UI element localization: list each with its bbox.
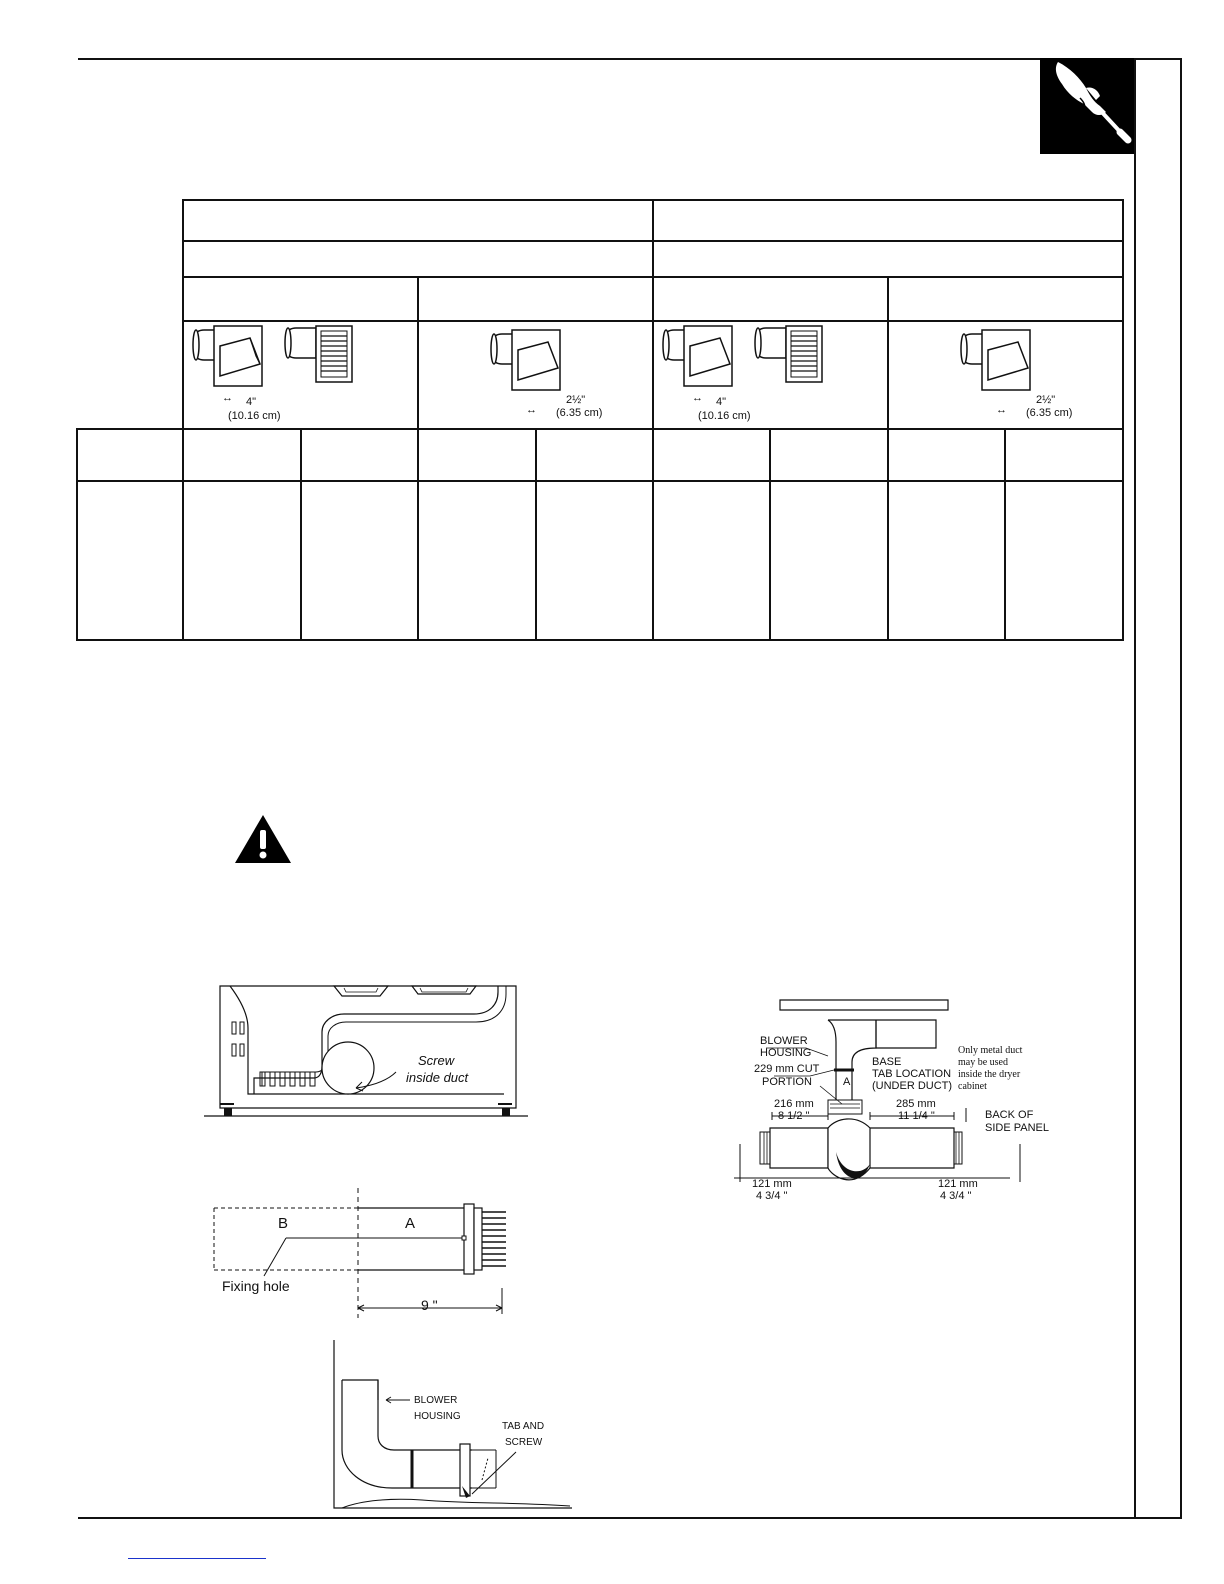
hand-screwdriver-icon bbox=[1040, 58, 1134, 154]
metal-duct-note: inside the dryer bbox=[958, 1069, 1021, 1080]
screw-label: inside duct bbox=[406, 1070, 469, 1085]
hood-size-cm: (6.35 cm) bbox=[1026, 407, 1073, 419]
louvered-hood-icon bbox=[190, 324, 270, 388]
right-margin-rule-outer bbox=[1180, 58, 1182, 1518]
table-rule bbox=[769, 428, 771, 641]
cut-portion-label: 229 mm CUT bbox=[754, 1063, 820, 1075]
table-rule bbox=[1004, 428, 1006, 641]
dim-216-mm: 216 mm bbox=[774, 1098, 814, 1110]
base-tab-label: TAB LOCATION bbox=[872, 1068, 952, 1080]
table-rule bbox=[76, 639, 1124, 641]
dimension-arrow: ↔ bbox=[222, 392, 233, 404]
louvered-hood-icon bbox=[660, 324, 740, 388]
table-rule bbox=[76, 428, 1124, 430]
grille-hood-icon bbox=[752, 324, 832, 388]
base-tab-label: BASE bbox=[872, 1056, 902, 1068]
cut-portion-label: PORTION bbox=[762, 1076, 812, 1088]
table-rule bbox=[652, 199, 654, 641]
dim-285-in: 11 1/4 " bbox=[898, 1110, 935, 1122]
duct-cut-diagram bbox=[210, 1188, 520, 1318]
duct-section-b: B bbox=[278, 1215, 289, 1232]
hood-size-cm: (6.35 cm) bbox=[556, 407, 603, 419]
dim-121-left-in: 4 3/4 " bbox=[756, 1190, 788, 1202]
duct-section-a: A bbox=[405, 1215, 416, 1232]
table-rule bbox=[76, 428, 78, 641]
table-rule bbox=[182, 199, 184, 641]
bottom-rule bbox=[78, 1517, 1182, 1519]
hood-size-inch: 4" bbox=[246, 396, 257, 408]
side-blower-label: HOUSING bbox=[760, 1047, 812, 1059]
cut-dimension-label: 9 " bbox=[421, 1297, 438, 1313]
hood-size-cm: (10.16 cm) bbox=[698, 410, 751, 422]
dimension-arrow: ↔ bbox=[692, 392, 703, 404]
dimension-arrow: ↔ bbox=[996, 404, 1007, 416]
dim-121-right-mm: 121 mm bbox=[938, 1178, 978, 1190]
warning-icon bbox=[233, 813, 293, 865]
duct-section-a: A bbox=[843, 1076, 851, 1088]
louvered-hood-icon bbox=[488, 328, 568, 392]
back-side-panel-label: SIDE PANEL bbox=[985, 1122, 1049, 1134]
side-blower-label: BLOWER bbox=[760, 1035, 808, 1047]
metal-duct-note: Only metal duct bbox=[958, 1045, 1023, 1056]
top-rule bbox=[78, 58, 1182, 60]
dryer-base-diagram bbox=[204, 982, 524, 1122]
installation-badge bbox=[1040, 58, 1134, 154]
table-rule bbox=[417, 276, 419, 641]
dim-285-mm: 285 mm bbox=[896, 1098, 936, 1110]
blower-housing-label: HOUSING bbox=[414, 1411, 461, 1422]
hood-size-inch: 2½" bbox=[1036, 394, 1056, 406]
dim-121-right-in: 4 3/4 " bbox=[940, 1190, 972, 1202]
base-tab-label: (UNDER DUCT) bbox=[872, 1080, 953, 1092]
table-rule bbox=[535, 428, 537, 641]
back-side-panel-label: BACK OF bbox=[985, 1109, 1034, 1121]
dim-121-left-mm: 121 mm bbox=[752, 1178, 792, 1190]
tab-and-screw-label: TAB AND bbox=[502, 1421, 545, 1432]
side-vent-diagram bbox=[730, 996, 1030, 1196]
hood-size-inch: 4" bbox=[716, 396, 727, 408]
tab-and-screw-label: SCREW bbox=[505, 1437, 543, 1448]
hood-size-cm: (10.16 cm) bbox=[228, 410, 281, 422]
table-rule bbox=[300, 428, 302, 641]
table-rule bbox=[76, 480, 1124, 482]
metal-duct-note: cabinet bbox=[958, 1081, 987, 1092]
table-rule bbox=[887, 276, 889, 641]
fixing-hole-label: Fixing hole bbox=[222, 1278, 290, 1294]
grille-hood-icon bbox=[282, 324, 362, 388]
dim-216-in: 8 1/2 " bbox=[778, 1110, 810, 1122]
hood-size-inch: 2½" bbox=[566, 394, 586, 406]
table-rule bbox=[1122, 199, 1124, 641]
dimension-arrow: ↔ bbox=[526, 404, 537, 416]
louvered-hood-icon bbox=[958, 328, 1038, 392]
footer-link-underline[interactable] bbox=[128, 1558, 266, 1559]
right-margin-rule-inner bbox=[1134, 58, 1136, 1518]
blower-housing-label: BLOWER bbox=[414, 1395, 458, 1406]
screw-label: Screw bbox=[418, 1053, 455, 1068]
metal-duct-note: may be used bbox=[958, 1057, 1008, 1068]
